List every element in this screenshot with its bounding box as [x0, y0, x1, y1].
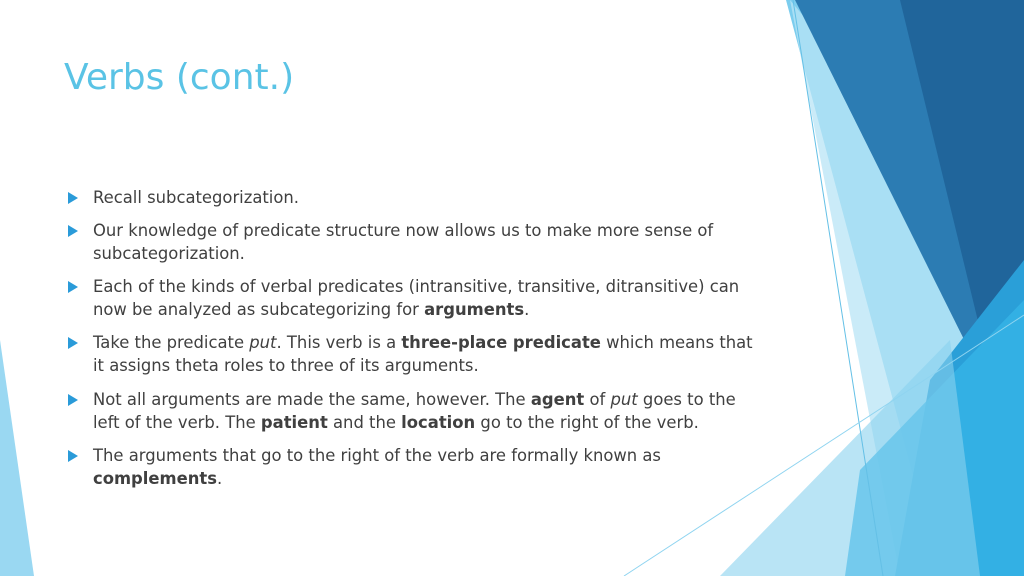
slide-title: Verbs (cont.)	[64, 57, 295, 98]
bullet-arrow-icon	[68, 192, 78, 204]
bullet-text: go to the right of the verb.	[475, 413, 699, 432]
bullet-text: . This verb is a	[276, 333, 402, 352]
bullet-text: of	[584, 390, 611, 409]
italic-term: put	[249, 333, 277, 352]
bullet-text: and the	[327, 413, 402, 432]
bullet-item	[66, 219, 766, 265]
bullet-text: Each of the kinds of verbal predicates (intransitive, transitive, ditransitive) can now be analyzed as subcategorizing for	[93, 277, 740, 319]
bullet-item	[66, 331, 766, 377]
bullet-text: goes to the left of the verb. The	[93, 390, 736, 432]
bold-term: complements	[93, 469, 217, 488]
bold-term: agent	[530, 390, 585, 409]
bullet-item	[66, 388, 766, 434]
bold-term: location	[401, 413, 476, 432]
italic-term: put	[610, 390, 638, 409]
bullet-text: which means that it assigns theta roles to three of its arguments.	[93, 333, 753, 375]
bullet-text: Not all arguments are made the same, however. The	[93, 390, 531, 409]
bold-term: three-place predicate	[401, 333, 601, 352]
bullet-text: .	[524, 300, 530, 319]
bullet-item	[66, 186, 766, 209]
bullet-text: .	[216, 469, 223, 488]
bold-term: arguments	[424, 300, 525, 319]
bullet-list	[66, 186, 766, 490]
bullet-arrow-icon	[68, 337, 78, 349]
bullet-arrow-icon	[68, 450, 78, 462]
bullet-arrow-icon	[68, 225, 78, 237]
bullet-text: Recall subcategorization.	[93, 188, 299, 207]
left-edge-shape	[0, 340, 34, 576]
bullet-item	[66, 444, 766, 490]
bullet-arrow-icon	[68, 394, 78, 406]
bullet-text: The arguments that go to the right of the verb are formally known as	[93, 446, 661, 465]
bold-term: patient	[260, 413, 328, 432]
bullet-arrow-icon	[68, 281, 78, 293]
bullet-text: Our knowledge of predicate structure now allows us to make more sense of subcategorization.	[93, 221, 714, 263]
bullet-item	[66, 275, 766, 321]
bullet-text: Take the predicate	[93, 333, 250, 352]
